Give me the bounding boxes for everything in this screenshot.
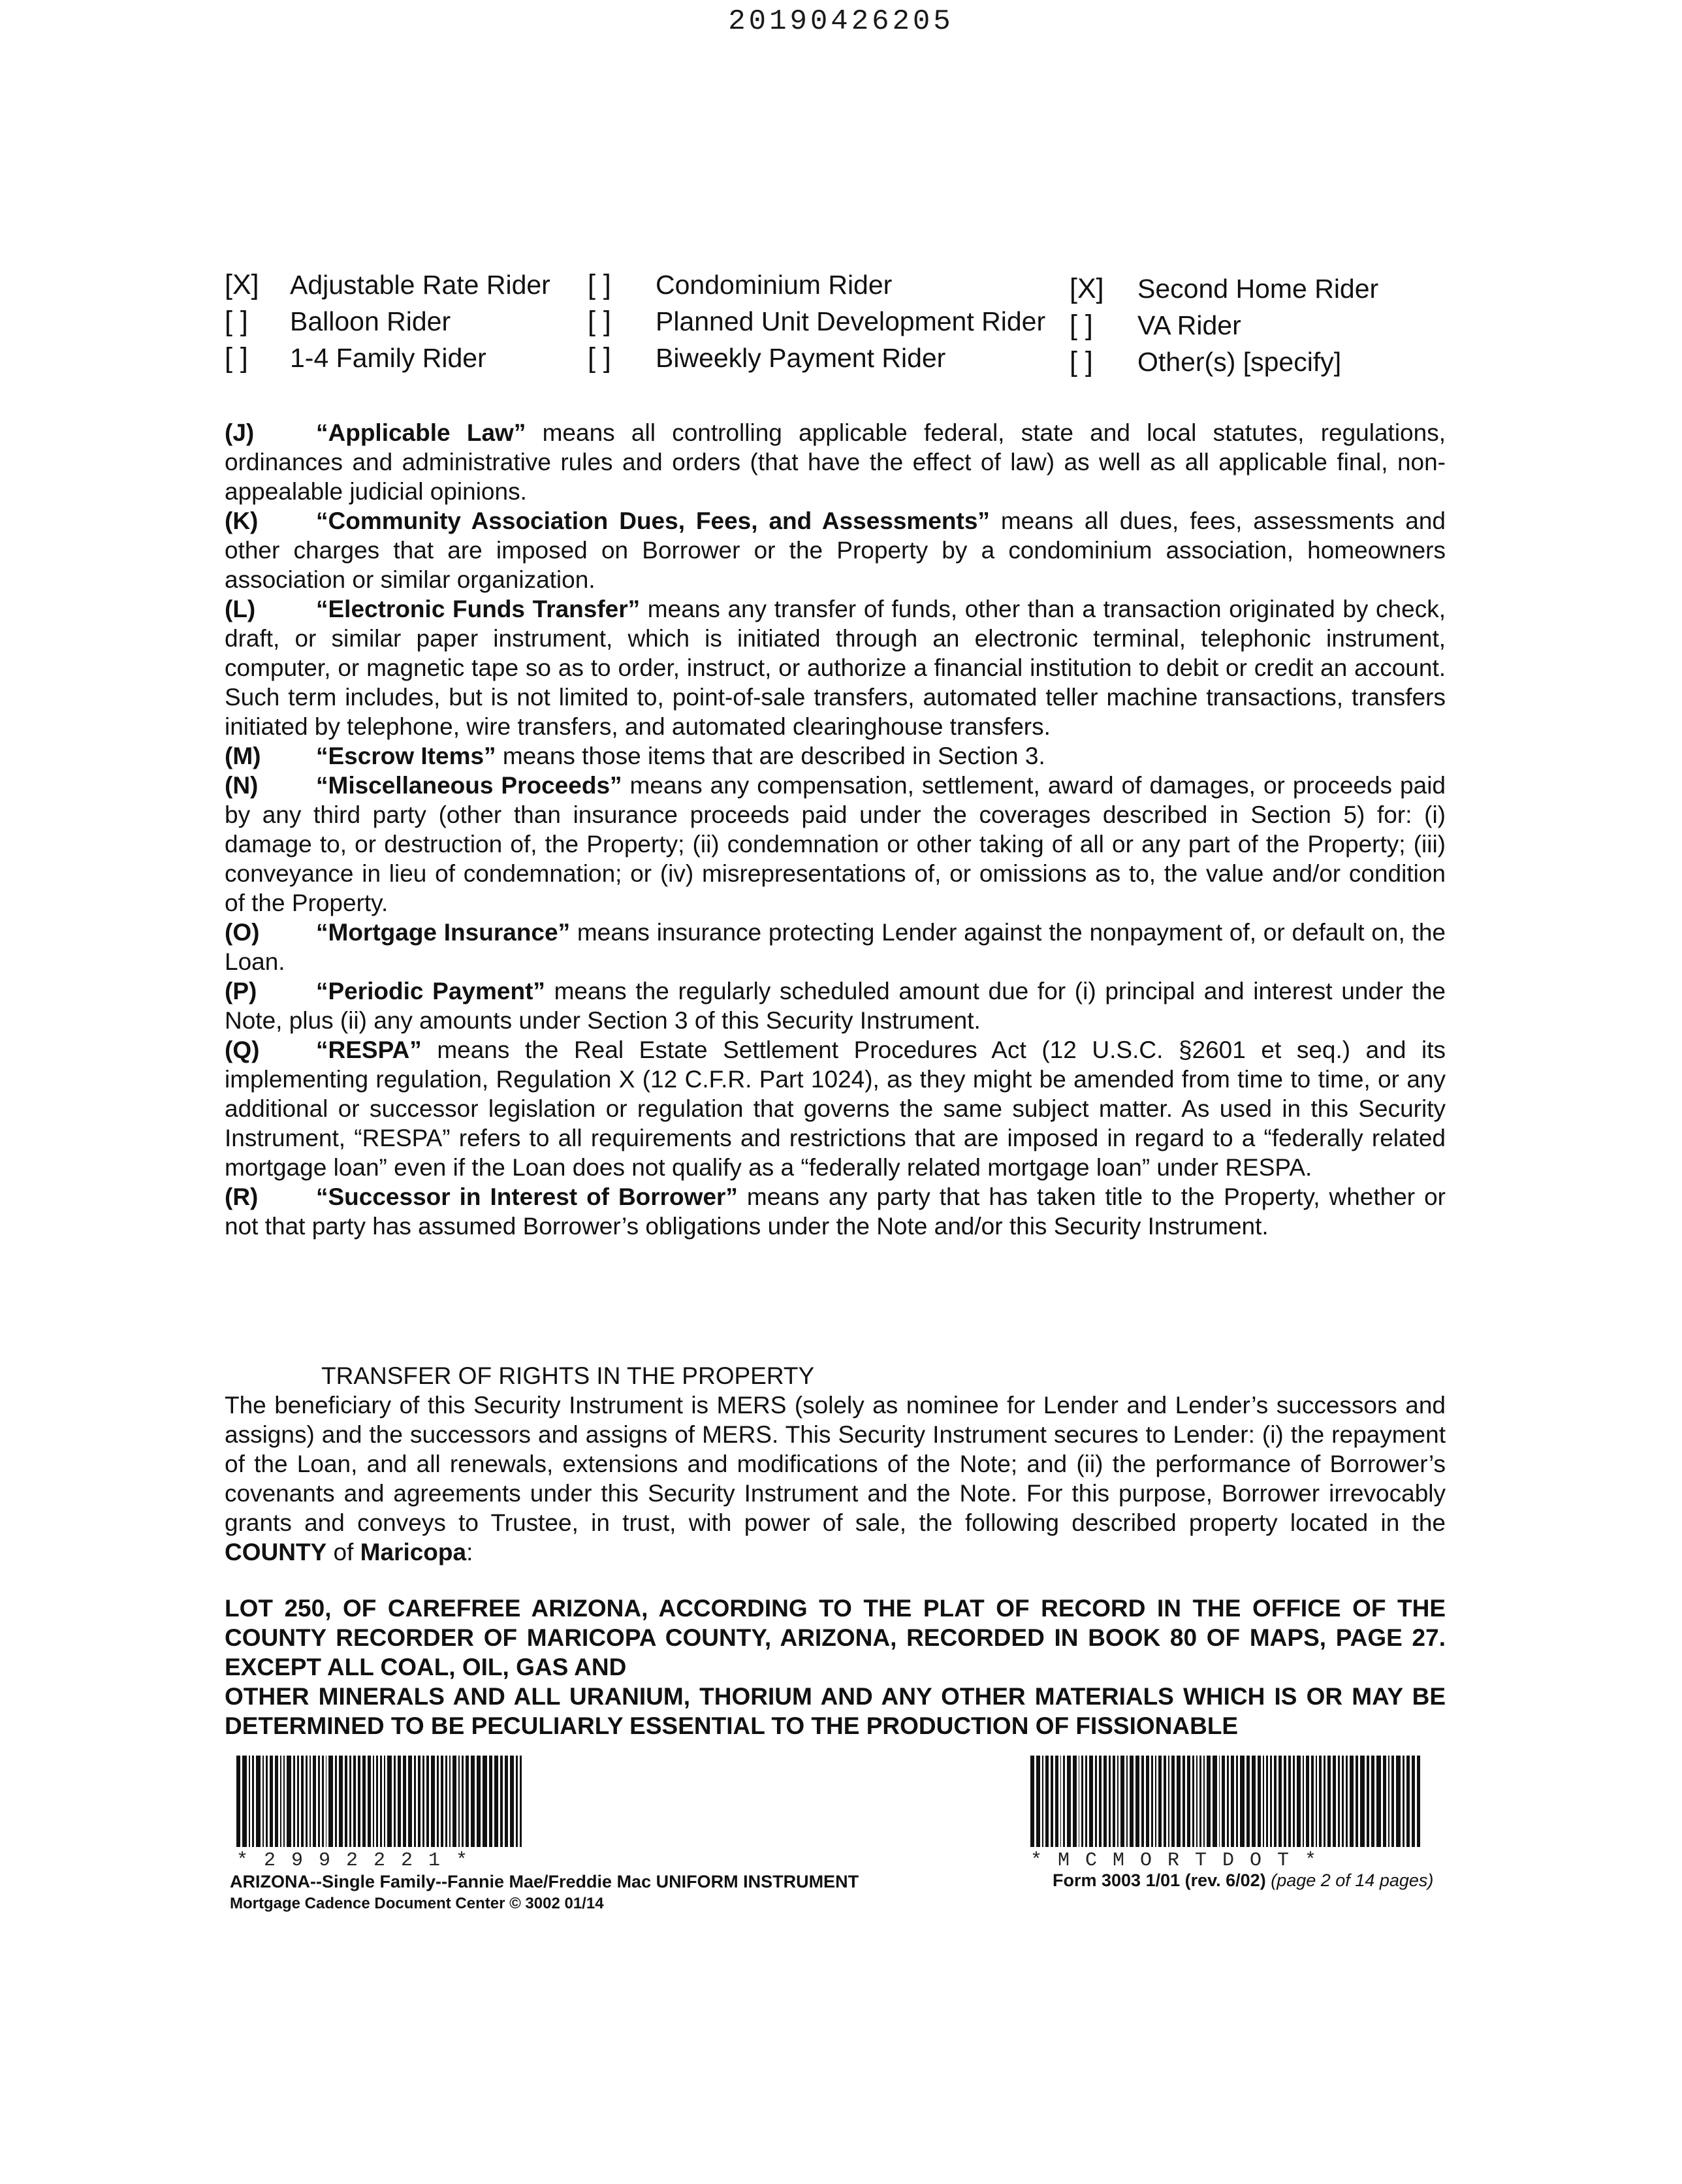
barcode-bar bbox=[318, 1756, 320, 1847]
rider-label: 1-4 Family Rider bbox=[290, 343, 486, 373]
barcode-bar bbox=[1120, 1756, 1124, 1847]
barcode-bar bbox=[449, 1756, 451, 1847]
definition-letter: (J) bbox=[225, 419, 255, 446]
rider-checkbox: [X] bbox=[225, 269, 259, 300]
rider-label: Planned Unit Development Rider bbox=[656, 306, 1046, 336]
barcode-bar bbox=[1306, 1756, 1309, 1847]
barcode-bar bbox=[1417, 1756, 1420, 1847]
barcode-bar bbox=[1146, 1756, 1149, 1847]
rider-checkbox: [ ] bbox=[225, 306, 248, 337]
rider-checkbox: [ ] bbox=[225, 342, 248, 374]
transfer-heading: TRANSFER OF RIGHTS IN THE PROPERTY bbox=[321, 1362, 815, 1389]
of-text: of bbox=[326, 1539, 360, 1566]
barcode-bar bbox=[1278, 1756, 1281, 1847]
barcode-bar bbox=[1263, 1756, 1264, 1847]
definition-escrow-items bbox=[225, 741, 1446, 771]
footer-instrument bbox=[230, 1871, 859, 1915]
definition-periodic-payment bbox=[225, 976, 1446, 1035]
rider-checkbox: [X] bbox=[1070, 273, 1104, 304]
barcode-bar bbox=[1158, 1756, 1161, 1847]
barcode-bar bbox=[280, 1756, 282, 1847]
rider-checkbox: [ ] bbox=[1070, 310, 1093, 341]
barcode-bar bbox=[1252, 1756, 1256, 1847]
definition-text: means the regularly scheduled amount due for (i) principal and interest under the Note, plus (ii) any amounts under Section 3 of this Security Instrument. bbox=[225, 978, 1446, 1034]
transfer-section bbox=[225, 1361, 1446, 1567]
definition-letter: (K) bbox=[225, 507, 259, 534]
barcode-bar bbox=[1171, 1756, 1175, 1847]
barcode-bar bbox=[489, 1756, 493, 1847]
barcode-bar bbox=[452, 1756, 456, 1847]
barcode-bar bbox=[384, 1756, 385, 1847]
definition-term: “RESPA” bbox=[316, 1036, 422, 1063]
barcode-bar bbox=[1319, 1756, 1322, 1847]
definition-term: “Periodic Payment” bbox=[316, 978, 545, 1004]
footer-instrument-title: ARIZONA--Single Family--Fannie Mae/Freddie Mac UNIFORM INSTRUMENT bbox=[230, 1872, 859, 1891]
barcode-bar bbox=[1240, 1756, 1244, 1847]
rider-checkbox: [ ] bbox=[1070, 346, 1093, 377]
definition-term: “Mortgage Insurance” bbox=[316, 919, 571, 946]
barcode-bar bbox=[1270, 1756, 1272, 1847]
rider-1-4-family bbox=[225, 342, 486, 374]
barcode-bar bbox=[1356, 1756, 1358, 1847]
barcode-bar bbox=[1376, 1756, 1380, 1847]
barcode-bar bbox=[1081, 1756, 1083, 1847]
definition-text: means any compensation, settlement, award of damages, or proceeds paid by any third party (other than insurance proceeds paid under the coverages described in Section 5) for: (i) damage to, or destruction of, the Property; (ii) condemnation or other taking of all or any part of the Property; (iii) conveyance in lieu of condemnation; or (iv) misrepresentations of, or omissions as to, the value and/or condition of the Property. bbox=[225, 772, 1446, 916]
barcode-bar bbox=[1135, 1756, 1139, 1847]
definition-letter: (R) bbox=[225, 1183, 259, 1210]
barcode-bar bbox=[500, 1756, 503, 1847]
rider-label: Balloon Rider bbox=[290, 306, 451, 336]
barcode-bar bbox=[1192, 1756, 1195, 1847]
barcode-bar bbox=[1316, 1756, 1317, 1847]
barcode-bar bbox=[462, 1756, 464, 1847]
rider-condominium bbox=[588, 269, 892, 301]
footer-document-center: Mortgage Cadence Document Center © 3002 01/14 bbox=[230, 1895, 604, 1912]
barcode-bar bbox=[1117, 1756, 1119, 1847]
barcode-right-text: *MCMORTDOT* bbox=[1030, 1850, 1333, 1872]
barcode-bar bbox=[358, 1756, 360, 1847]
barcode-bar bbox=[1051, 1756, 1053, 1847]
barcode-bar bbox=[287, 1756, 291, 1847]
page-number: (page 2 of 14 pages) bbox=[1271, 1871, 1434, 1890]
barcode-bar bbox=[1246, 1756, 1250, 1847]
barcode-bar bbox=[252, 1756, 255, 1847]
barcode-bar bbox=[1164, 1756, 1166, 1847]
rider-checkbox: [ ] bbox=[588, 269, 611, 300]
barcode-left-text: *2992221* bbox=[236, 1850, 484, 1872]
barcode-left bbox=[236, 1756, 524, 1872]
barcode-bar bbox=[1187, 1756, 1190, 1847]
barcode-bar bbox=[1391, 1756, 1394, 1847]
barcode-bar bbox=[1177, 1756, 1180, 1847]
rider-label: Other(s) [specify] bbox=[1137, 347, 1342, 377]
barcode-bar bbox=[1155, 1756, 1156, 1847]
barcode-bar bbox=[1406, 1756, 1410, 1847]
barcode-bar bbox=[353, 1756, 357, 1847]
barcode-bar bbox=[1099, 1756, 1102, 1847]
barcode-bar bbox=[1367, 1756, 1369, 1847]
transfer-body bbox=[225, 1390, 1446, 1567]
definition-term: “Successor in Interest of Borrower” bbox=[316, 1183, 738, 1210]
barcode-bar bbox=[1412, 1756, 1414, 1847]
barcode-bar bbox=[275, 1756, 278, 1847]
definition-text: means those items that are described in Section 3. bbox=[496, 743, 1045, 769]
barcode-bar bbox=[441, 1756, 443, 1847]
barcode-bar bbox=[326, 1756, 327, 1847]
rider-checkbox: [ ] bbox=[588, 306, 611, 337]
rider-label: Adjustable Rate Rider bbox=[290, 270, 550, 300]
barcode-bar bbox=[1231, 1756, 1234, 1847]
barcode-bar bbox=[458, 1756, 460, 1847]
barcode-bar bbox=[1222, 1756, 1224, 1847]
barcode-bar bbox=[1311, 1756, 1314, 1847]
rider-label: Second Home Rider bbox=[1137, 274, 1379, 304]
barcode-bar bbox=[1095, 1756, 1097, 1847]
barcode-bar bbox=[483, 1756, 486, 1847]
barcode-bar bbox=[431, 1756, 435, 1847]
legal-line-1: LOT 250, OF CAREFREE ARIZONA, ACCORDING TO THE PLAT OF RECORD IN THE OFFICE OF THE COUNTY RECORDER OF MARICOPA COUNTY, ARIZONA, RECORDED IN BOOK 80 OF MAPS, PAGE 27. EXCEPT ALL COAL, OIL, GAS AND bbox=[225, 1595, 1446, 1680]
barcode-bar bbox=[1042, 1756, 1043, 1847]
barcode-bar bbox=[477, 1756, 481, 1847]
definitions-section bbox=[225, 418, 1446, 1241]
barcode-bar bbox=[398, 1756, 401, 1847]
barcode-bar bbox=[1396, 1756, 1400, 1847]
barcode-bar bbox=[1236, 1756, 1239, 1847]
barcode-bar bbox=[505, 1756, 508, 1847]
definition-term: “Community Association Dues, Fees, and Assessments” bbox=[316, 507, 990, 534]
barcode-bar bbox=[380, 1756, 383, 1847]
barcode-bar bbox=[349, 1756, 351, 1847]
barcode-bar bbox=[1284, 1756, 1286, 1847]
barcode-bar bbox=[1079, 1756, 1080, 1847]
barcode-bar bbox=[1182, 1756, 1185, 1847]
barcode-bar bbox=[1227, 1756, 1229, 1847]
barcode-bar bbox=[1388, 1756, 1389, 1847]
barcode-bar bbox=[394, 1756, 396, 1847]
rider-label: Biweekly Payment Rider bbox=[656, 343, 946, 373]
rider-biweekly bbox=[588, 342, 945, 374]
barcode-bar bbox=[1030, 1756, 1034, 1847]
rider-other bbox=[1070, 346, 1341, 378]
barcode-bar bbox=[1266, 1756, 1269, 1847]
barcode-bar bbox=[445, 1756, 447, 1847]
barcode-bar bbox=[1342, 1756, 1344, 1847]
definition-applicable-law bbox=[225, 418, 1446, 506]
barcode-bar bbox=[339, 1756, 343, 1847]
barcode-bar bbox=[373, 1756, 374, 1847]
barcode-bar bbox=[1151, 1756, 1154, 1847]
barcode-bar bbox=[1196, 1756, 1198, 1847]
definition-term: “Escrow Items” bbox=[316, 743, 496, 769]
barcode-bar bbox=[335, 1756, 337, 1847]
barcode-bar bbox=[376, 1756, 378, 1847]
barcode-bar bbox=[345, 1756, 347, 1847]
barcode-bar bbox=[362, 1756, 366, 1847]
rider-va bbox=[1070, 310, 1241, 342]
barcode-bar bbox=[1126, 1756, 1128, 1847]
barcode-bar bbox=[387, 1756, 391, 1847]
barcode-bar bbox=[1073, 1756, 1076, 1847]
barcode-bar bbox=[1067, 1756, 1071, 1847]
definition-text: means all controlling applicable federal, state and local statutes, regulations, ordinances and administrative rules and orders (that have the effect of law) as well as all applicable final, non-appealable judicial opinions. bbox=[225, 419, 1446, 505]
barcode-bar bbox=[1089, 1756, 1093, 1847]
definition-letter: (Q) bbox=[225, 1036, 260, 1063]
definition-letter: (M) bbox=[225, 743, 261, 769]
rider-label: Condominium Rider bbox=[656, 270, 893, 300]
definition-community-association bbox=[225, 506, 1446, 594]
rider-label: VA Rider bbox=[1137, 310, 1241, 340]
transfer-text: The beneficiary of this Security Instrument is MERS (solely as nominee for Lender and Lender’s successors and assigns) and the successors and assigns of MERS. This Security Instrument secures to Lender: (i) the repayment of the Loan, and all renewals, extensions and modifications of the Note; and (ii) the performance of Borrower’s covenants and agreements under this Security Instrument and the Note. For this purpose, Borrower irrevocably grants and conveys to Trustee, in trust, with power of sale, the following described property located in the bbox=[225, 1392, 1446, 1536]
definition-letter: (O) bbox=[225, 919, 260, 946]
county-name: Maricopa bbox=[360, 1539, 467, 1566]
barcode-bar bbox=[262, 1756, 264, 1847]
barcode-bar bbox=[516, 1756, 518, 1847]
barcode-bar bbox=[283, 1756, 285, 1847]
barcode-bar bbox=[1274, 1756, 1277, 1847]
rider-checkbox: [ ] bbox=[588, 342, 611, 374]
barcode-bar bbox=[1141, 1756, 1144, 1847]
barcode-bar bbox=[408, 1756, 412, 1847]
barcode-bar bbox=[1360, 1756, 1364, 1847]
definition-text: means any transfer of funds, other than a transaction originated by check, draft, or similar paper instrument, which is initiated through an electronic terminal, telephonic instrument, computer, or magnetic tape so as to order, instruct, or authorize a financial institution to debit or credit an account. Such term includes, but is not limited to, point-of-sale transfers, automated teller machine transactions, transfers initiated by telephone, wire transfers, and automated clearinghouse transfers. bbox=[225, 596, 1446, 740]
barcode-bar bbox=[471, 1756, 475, 1847]
definition-text: means any party that has taken title to the Property, whether or not that party has assumed Borrower’s obligations under the Note and/or this Security Instrument. bbox=[225, 1183, 1446, 1240]
barcode-bar bbox=[293, 1756, 296, 1847]
definition-text: means all dues, fees, assessments and other charges that are imposed on Borrower or the Property by a condominium association, homeowners association or similar organization. bbox=[225, 507, 1446, 593]
barcode-bar bbox=[466, 1756, 469, 1847]
colon-text: : bbox=[466, 1539, 473, 1566]
barcode-bar bbox=[1199, 1756, 1202, 1847]
barcode-bar bbox=[1168, 1756, 1169, 1847]
rider-checklist bbox=[225, 269, 1465, 387]
definition-electronic-funds bbox=[225, 594, 1446, 741]
barcode-bar bbox=[301, 1756, 304, 1847]
barcode-bar bbox=[426, 1756, 429, 1847]
barcode-bar bbox=[270, 1756, 273, 1847]
definition-text: means insurance protecting Lender against the nonpayment of, or default on, the Loan. bbox=[225, 919, 1446, 975]
barcode-bars bbox=[236, 1756, 524, 1847]
form-number: Form 3003 1/01 (rev. 6/02) bbox=[1053, 1871, 1266, 1890]
barcode-bar bbox=[1045, 1756, 1048, 1847]
definition-term: “Miscellaneous Proceeds” bbox=[316, 772, 622, 799]
county-label: COUNTY bbox=[225, 1539, 327, 1566]
barcode-bar bbox=[309, 1756, 311, 1847]
barcode-bar bbox=[328, 1756, 332, 1847]
barcode-bar bbox=[520, 1756, 522, 1847]
barcode-bar bbox=[1303, 1756, 1304, 1847]
barcode-bar bbox=[1258, 1756, 1260, 1847]
barcode-bar bbox=[297, 1756, 299, 1847]
barcode-bar bbox=[1036, 1756, 1040, 1847]
barcode-bars bbox=[1030, 1756, 1422, 1847]
definition-respa bbox=[225, 1035, 1446, 1182]
barcode-bar bbox=[1293, 1756, 1295, 1847]
barcode-bar bbox=[1213, 1756, 1216, 1847]
barcode-bar bbox=[403, 1756, 406, 1847]
barcode-bar bbox=[368, 1756, 371, 1847]
barcode-bar bbox=[1327, 1756, 1331, 1847]
barcode-bar bbox=[1297, 1756, 1301, 1847]
barcode-bar bbox=[1219, 1756, 1220, 1847]
barcode-bar bbox=[313, 1756, 317, 1847]
barcode-bar bbox=[422, 1756, 425, 1847]
barcode-bar bbox=[1324, 1756, 1325, 1847]
barcode-bar bbox=[1333, 1756, 1335, 1847]
barcode-bar bbox=[1338, 1756, 1340, 1847]
barcode-bar bbox=[1383, 1756, 1386, 1847]
definition-term: “Applicable Law” bbox=[316, 419, 526, 446]
definition-successor bbox=[225, 1182, 1446, 1241]
barcode-bar bbox=[266, 1756, 268, 1847]
barcode-bar bbox=[1060, 1756, 1062, 1847]
rider-pud bbox=[588, 306, 1045, 338]
barcode-bar bbox=[256, 1756, 260, 1847]
barcode-bar bbox=[1346, 1756, 1348, 1847]
definition-term: “Electronic Funds Transfer” bbox=[316, 596, 641, 622]
definition-misc-proceeds bbox=[225, 771, 1446, 918]
definition-text: means the Real Estate Settlement Procedures Act (12 U.S.C. §2601 et seq.) and its implementing regulation, Regulation X (12 C.F.R. Part 1024), as they might be amended from time to time, or any additional or successor legislation or regulation that governs the same subject matter. As used in this Security Instrument, “RESPA” refers to all requirements and restrictions that are imposed in regard to a “federally related mortgage loan” even if the Loan does not qualify as a “federally related mortgage loan” under RESPA. bbox=[225, 1036, 1446, 1181]
barcode-bar bbox=[1113, 1756, 1115, 1847]
legal-description bbox=[225, 1594, 1446, 1741]
barcode-bar bbox=[418, 1756, 420, 1847]
barcode-bar bbox=[1130, 1756, 1133, 1847]
barcode-bar bbox=[1371, 1756, 1374, 1847]
barcode-bar bbox=[306, 1756, 308, 1847]
rider-second-home bbox=[1070, 273, 1378, 305]
barcode-bar bbox=[322, 1756, 324, 1847]
barcode-bar bbox=[236, 1756, 240, 1847]
barcode-bar bbox=[1207, 1756, 1211, 1847]
barcode-bar bbox=[1055, 1756, 1058, 1847]
barcode-bar bbox=[1063, 1756, 1065, 1847]
definition-mortgage-insurance bbox=[225, 918, 1446, 976]
barcode-bar bbox=[1403, 1756, 1405, 1847]
definition-letter: (L) bbox=[225, 596, 256, 622]
rider-balloon bbox=[225, 306, 451, 338]
barcode-bar bbox=[1103, 1756, 1107, 1847]
barcode-bar bbox=[1288, 1756, 1291, 1847]
legal-line-2: OTHER MINERALS AND ALL URANIUM, THORIUM AND ANY OTHER MATERIALS WHICH IS OR MAY BE DETERMINED TO BE PECULIARLY ESSENTIAL TO THE PRODUCTION OF FISSIONABLE bbox=[225, 1683, 1446, 1739]
barcode-bar bbox=[249, 1756, 250, 1847]
barcode-bar bbox=[1109, 1756, 1111, 1847]
barcode-right bbox=[1030, 1756, 1422, 1872]
rider-adjustable-rate bbox=[225, 269, 550, 301]
barcode-bar bbox=[1085, 1756, 1087, 1847]
definition-letter: (P) bbox=[225, 978, 257, 1004]
barcode-bar bbox=[437, 1756, 439, 1847]
barcode-bar bbox=[510, 1756, 514, 1847]
barcode-bar bbox=[242, 1756, 246, 1847]
footer-form bbox=[1053, 1871, 1433, 1891]
barcode-bar bbox=[414, 1756, 416, 1847]
barcode-bar bbox=[1350, 1756, 1354, 1847]
barcode-bar bbox=[494, 1756, 498, 1847]
definition-letter: (N) bbox=[225, 772, 259, 799]
document-number: 20190426205 bbox=[728, 5, 954, 38]
barcode-bar bbox=[1203, 1756, 1205, 1847]
